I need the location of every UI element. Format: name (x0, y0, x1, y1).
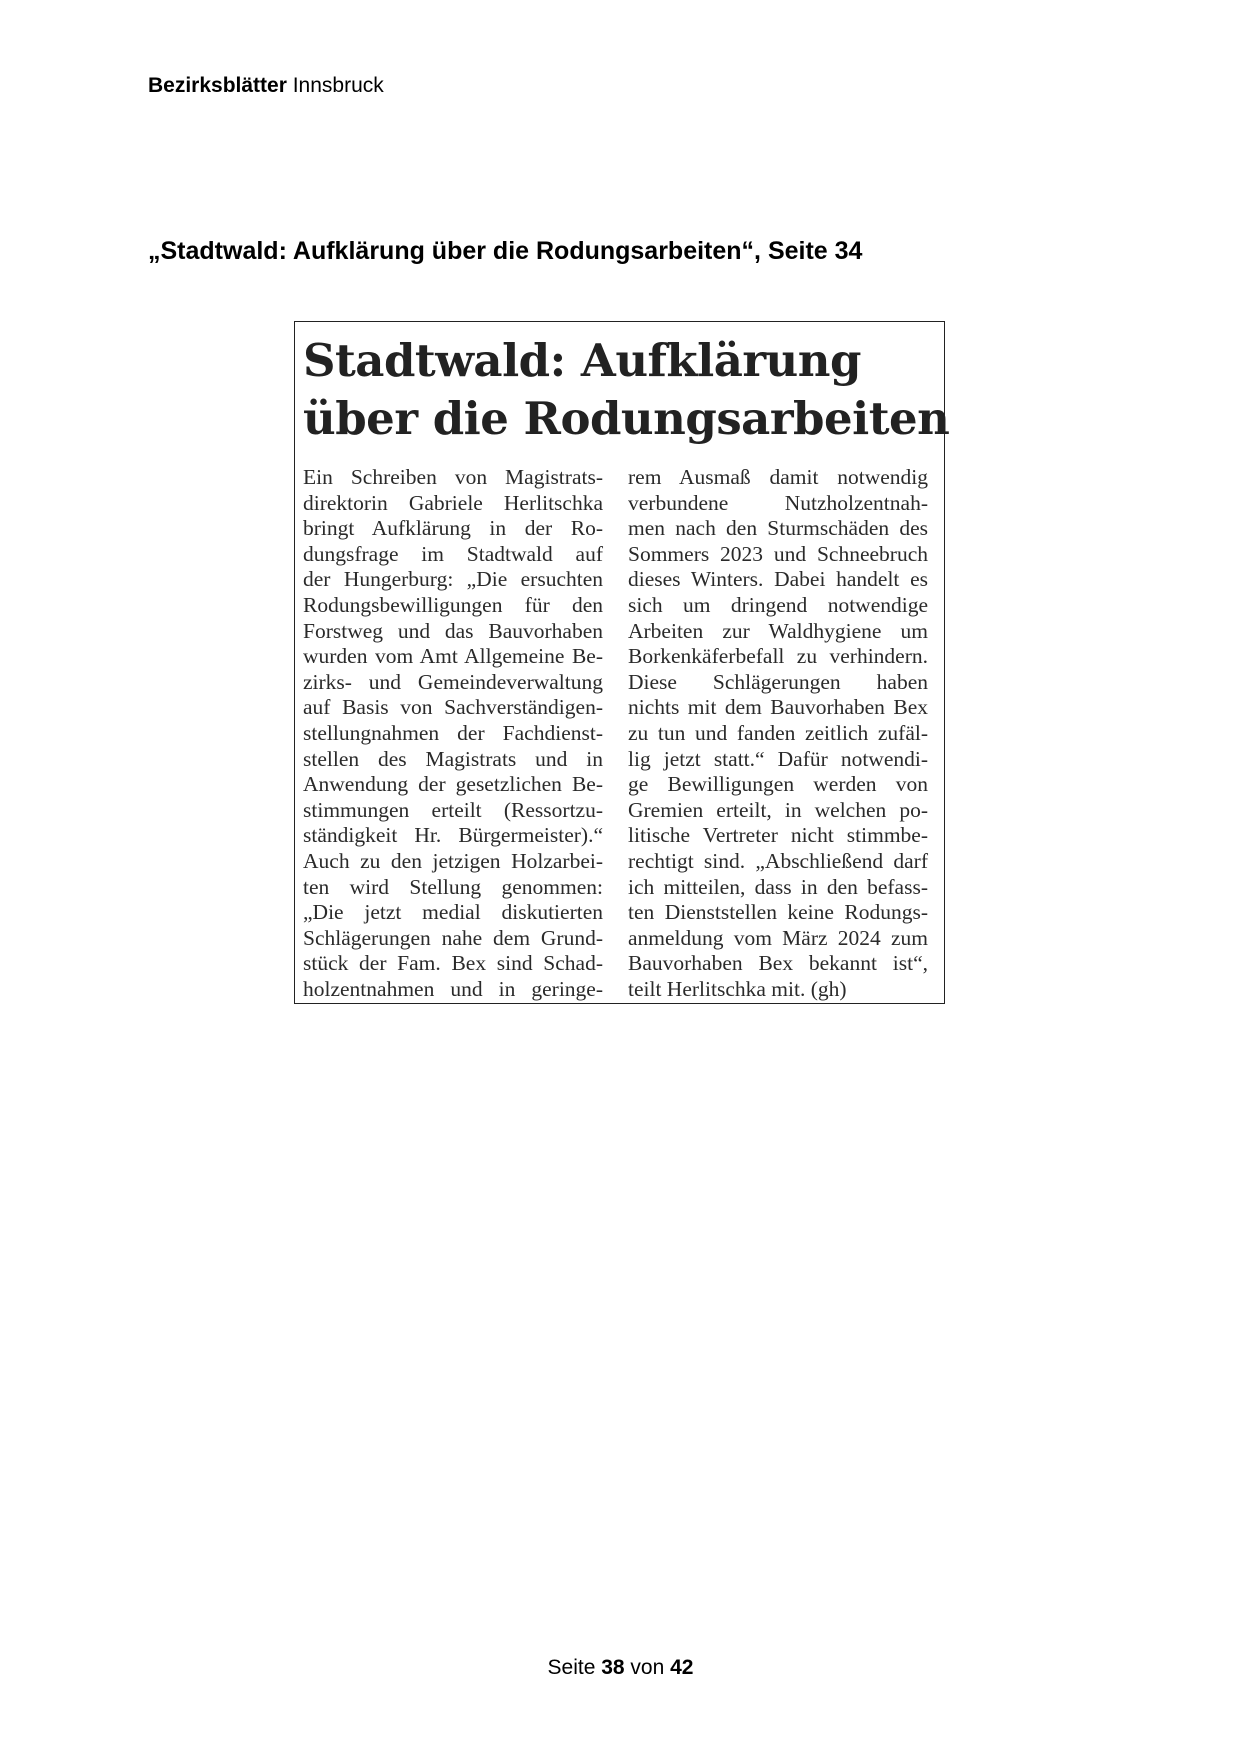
article-text-line: men nach den Sturmschäden des (628, 516, 928, 541)
article-text-line: teilt Herlitschka mit. (gh) (628, 976, 847, 1001)
article-text-line: lig jetzt statt.“ Dafür notwendi- (628, 746, 928, 771)
article-text-line: ten Dienststellen keine Rodungs- (628, 900, 928, 925)
article-text-line: Bauvorhaben Bex bekannt ist“, (628, 951, 928, 976)
article-text-line: verbundene Nutzholzentnah- (628, 490, 928, 515)
article-text-line: holzentnahmen und in geringe- (303, 976, 603, 1001)
article-text-line: Rodungsbewilligungen für den (303, 592, 603, 617)
article-text-line: Forstweg und das Bauvorhaben (303, 618, 603, 643)
article-text-line: Borkenkäferbefall zu verhindern. (628, 644, 928, 669)
article-clipping (294, 321, 950, 1004)
article-text-line: stimmungen erteilt (Ressortzu- (303, 797, 603, 822)
publication-bold: Bezirksblätter (148, 74, 287, 97)
article-text-line: anmeldung vom März 2024 zum (628, 925, 928, 950)
total-pages: 42 (670, 1656, 694, 1679)
article-text-line: sich um dringend notwendige (628, 592, 928, 617)
article-text-line: zirks- und Gemeindeverwaltung (303, 669, 603, 694)
current-page: 38 (601, 1656, 625, 1679)
article-text-line: stellen des Magistrats und in (303, 746, 603, 771)
article-text-line: rechtigt sind. „Abschließend darf (628, 848, 928, 873)
article-text-line: dieses Winters. Dabei handelt es (628, 567, 928, 592)
article-text-line: stück der Fam. Bex sind Schad- (303, 951, 603, 976)
article-text-line: wurden vom Amt Allgemeine Be- (303, 644, 603, 669)
article-text-line: Ein Schreiben von Magistrats- (303, 465, 603, 489)
article-text-line: dungsfrage im Stadtwald auf (303, 541, 603, 566)
article-text-line: Schlägerungen nahe dem Grund- (303, 925, 603, 950)
footer-label: Seite (547, 1656, 602, 1679)
clipping-heading: „Stadtwald: Aufklärung über die Rodungsarbeiten“, Seite 34 (148, 237, 863, 265)
article-text-line: direktorin Gabriele Herlitschka (303, 490, 603, 515)
article-column-right (628, 465, 928, 1002)
article-text-line: ständigkeit Hr. Bürgermeister).“ (303, 823, 603, 848)
article-text-line: „Die jetzt medial diskutierten (303, 900, 603, 925)
publication-location: Innsbruck (286, 74, 384, 97)
article-text-line: ten wird Stellung genommen: (303, 874, 603, 899)
article-text-line: bringt Aufklärung in der Ro- (303, 516, 603, 541)
article-text-line: Anwendung der gesetzlichen Be- (303, 772, 603, 797)
article-text-line: Gremien erteilt, in welchen po- (628, 797, 928, 822)
article-text-line: Diese Schlägerungen haben (628, 669, 928, 694)
article-text-line: Sommers 2023 und Schneebruch (628, 541, 928, 566)
article-text-line: ge Bewilligungen werden von (628, 772, 928, 797)
page-footer (0, 1656, 1241, 1680)
article-text-line: litische Vertreter nicht stimmbe- (628, 823, 928, 848)
article-text-line: auf Basis von Sachverständigen- (303, 695, 603, 720)
article-title (303, 332, 949, 448)
article-title-line: Stadtwald: Aufklärung (303, 334, 861, 387)
article-title-line: über die Rodungsarbeiten (303, 392, 950, 445)
article-text-line: der Hungerburg: „Die ersuchten (303, 567, 603, 592)
article-text-line: nichts mit dem Bauvorhaben Bex (628, 695, 928, 720)
article-text-line: rem Ausmaß damit notwendig (628, 465, 928, 489)
footer-separator: von (624, 1656, 671, 1679)
article-text-line: ich mitteilen, dass in den befass- (628, 874, 928, 899)
publication-name (148, 74, 384, 98)
article-column-left (303, 465, 603, 1002)
article-text-line: stellungnahmen der Fachdienst- (303, 720, 603, 745)
article-text-line: Arbeiten zur Waldhygiene um (628, 618, 928, 643)
article-text-line: Auch zu den jetzigen Holzarbei- (303, 848, 603, 873)
article-text-line: zu tun und fanden zeitlich zufäl- (628, 720, 928, 745)
